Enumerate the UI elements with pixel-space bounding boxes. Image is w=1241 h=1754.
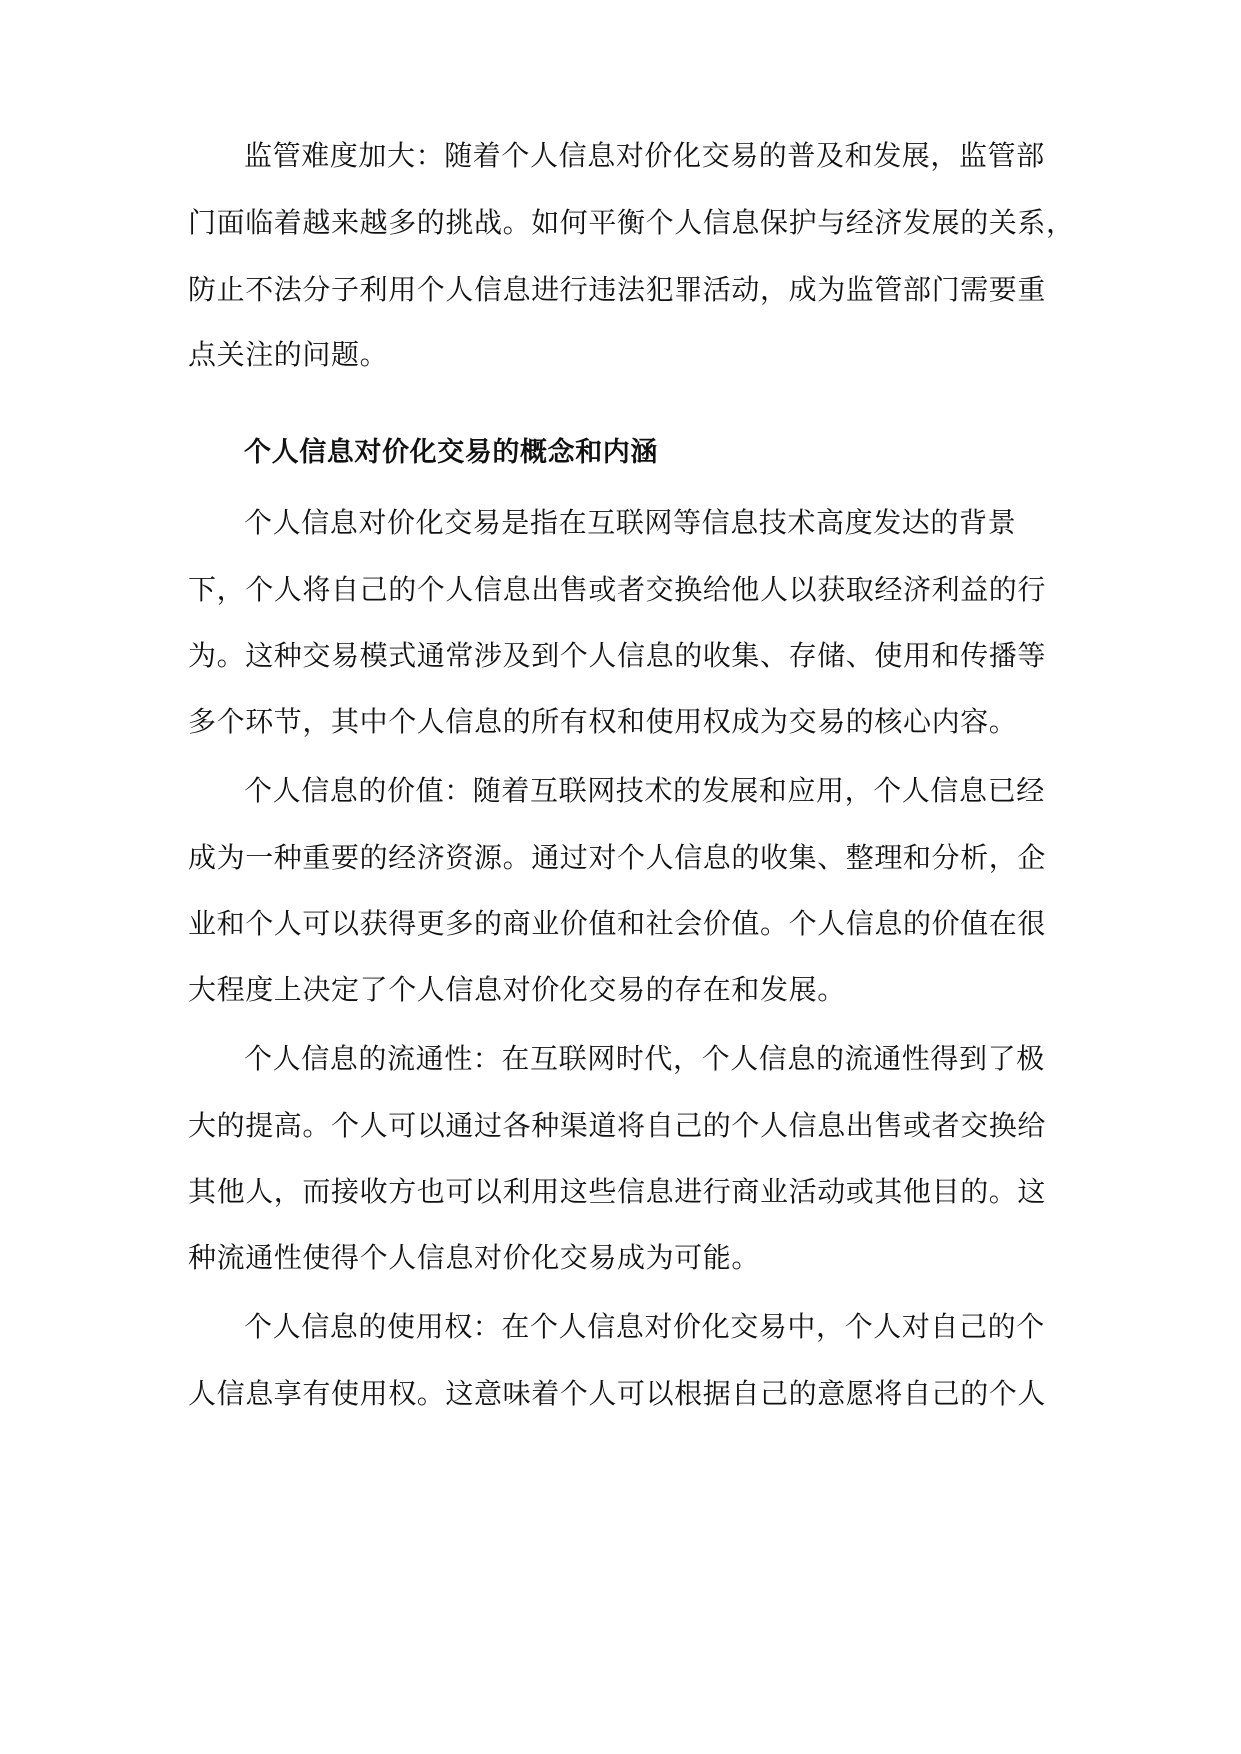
paragraph-line: 多个环节，其中个人信息的所有权和使用权成为交易的核心内容。 bbox=[188, 705, 1018, 738]
paragraph-line: 个人信息的流通性：在互联网时代，个人信息的流通性得到了极 bbox=[244, 1042, 1045, 1075]
paragraph-line: 下，个人将自己的个人信息出售或者交换给他人以获取经济利益的行 bbox=[188, 573, 1047, 606]
paragraph-line: 监管难度加大：随着个人信息对价化交易的普及和发展，监管部 bbox=[244, 139, 1045, 172]
paragraph-line: 防止不法分子利用个人信息进行违法犯罪活动，成为监管部门需要重 bbox=[188, 273, 1047, 306]
paragraph-line: 个人信息的使用权：在个人信息对价化交易中，个人对自己的个 bbox=[244, 1310, 1045, 1343]
section-heading: 个人信息对价化交易的概念和内涵 bbox=[244, 437, 658, 468]
paragraph-line: 点关注的问题。 bbox=[188, 338, 389, 371]
paragraph-line: 人信息享有使用权。这意味着个人可以根据自己的意愿将自己的个人 bbox=[188, 1377, 1047, 1410]
paragraph-line: 种流通性使得个人信息对价化交易成为可能。 bbox=[188, 1241, 761, 1274]
paragraph-line: 业和个人可以获得更多的商业价值和社会价值。个人信息的价值在很 bbox=[188, 907, 1047, 940]
paragraph-line: 门面临着越来越多的挑战。如何平衡个人信息保护与经济发展的关系， bbox=[188, 206, 1075, 239]
paragraph-line: 大的提高。个人可以通过各种渠道将自己的个人信息出售或者交换给 bbox=[188, 1109, 1047, 1142]
paragraph-line: 成为一种重要的经济资源。通过对个人信息的收集、整理和分析，企 bbox=[188, 841, 1047, 874]
paragraph-line: 其他人，而接收方也可以利用这些信息进行商业活动或其他目的。这 bbox=[188, 1175, 1047, 1208]
paragraph-line: 个人信息的价值：随着互联网技术的发展和应用，个人信息已经 bbox=[244, 774, 1045, 807]
paragraph-line: 为。这种交易模式通常涉及到个人信息的收集、存储、使用和传播等 bbox=[188, 639, 1047, 672]
paragraph-line: 大程度上决定了个人信息对价化交易的存在和发展。 bbox=[188, 973, 846, 1006]
paragraph-line: 个人信息对价化交易是指在互联网等信息技术高度发达的背景 bbox=[244, 506, 1017, 539]
